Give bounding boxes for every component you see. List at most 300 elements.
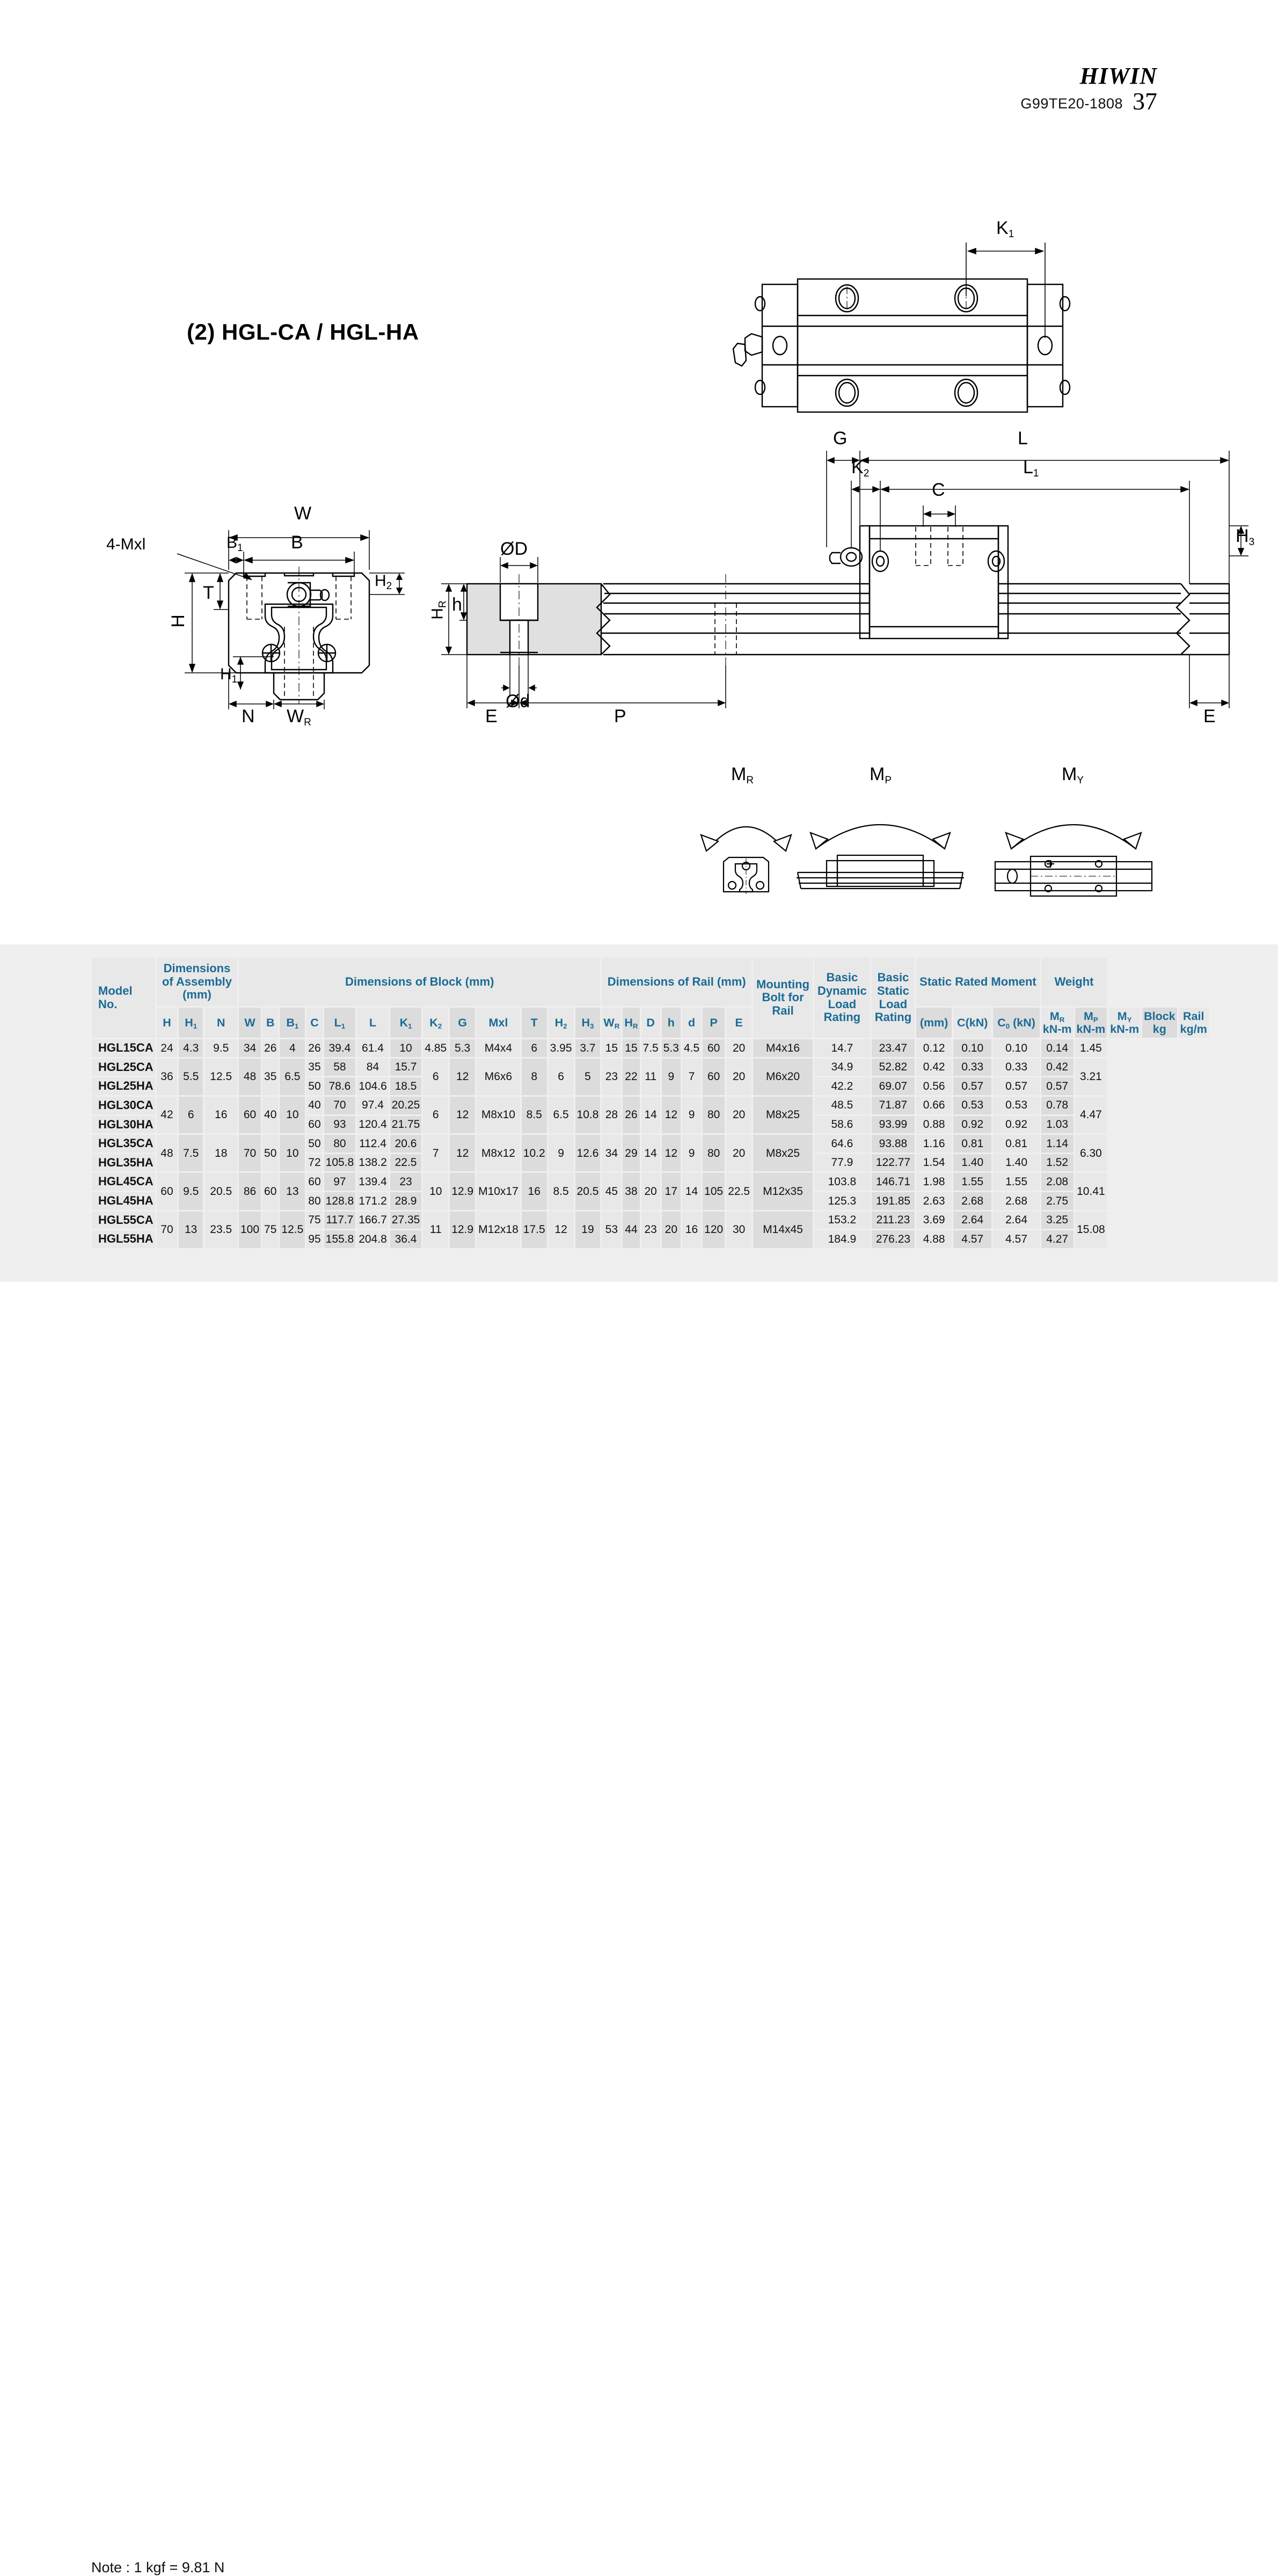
table-cell-Rail_kgm: 15.08 (1075, 1212, 1107, 1248)
table-cell-HR: 29 (623, 1135, 639, 1171)
label-w: W (294, 503, 312, 524)
table-cell-T: 10.2 (522, 1135, 547, 1171)
table-cell-model: HGL15CA (92, 1039, 155, 1057)
table-cell-C: 35 (306, 1059, 322, 1076)
table-cell-K1: 27.35 (390, 1212, 422, 1229)
table-cell-E: 20 (726, 1135, 751, 1171)
table-cell-Mxl: M10x17 (477, 1173, 520, 1209)
label-n: N (242, 706, 255, 726)
table-cell-C_kN: 58.6 (814, 1116, 870, 1134)
table-cell-K2: 7 (423, 1135, 448, 1171)
table-cell-MY: 1.55 (993, 1173, 1039, 1191)
table-cell-Rail_kgm: 1.45 (1075, 1039, 1107, 1057)
table-cell-H2: 8.5 (549, 1173, 574, 1209)
doc-code-row (1020, 87, 1157, 115)
table-cell-MY: 2.68 (993, 1192, 1039, 1210)
table-cell-C0_kN: 71.87 (872, 1097, 915, 1114)
table-cell-Block_kg: 2.75 (1041, 1192, 1073, 1210)
table-cell-C_kN: 77.9 (814, 1154, 870, 1172)
table-cell-WR: 45 (602, 1173, 621, 1209)
table-cell-HR: 26 (623, 1097, 639, 1133)
table-cell-H2: 6.5 (549, 1097, 574, 1133)
table-cell-C0_kN: 122.77 (872, 1154, 915, 1172)
table-cell-model: HGL45CA (92, 1173, 155, 1191)
table-cell-C0_kN: 276.23 (872, 1230, 915, 1248)
table-cell-WR: 28 (602, 1097, 621, 1133)
table-cell-L1: 155.8 (324, 1230, 356, 1248)
table-cell-Block_kg: 3.25 (1041, 1212, 1073, 1229)
table-cell-W: 48 (239, 1059, 261, 1095)
table-cell-Rail_kgm: 3.21 (1075, 1059, 1107, 1095)
table-cell-W: 60 (239, 1097, 261, 1133)
table-cell-C: 60 (306, 1173, 322, 1191)
table-cell-C_kN: 184.9 (814, 1230, 870, 1248)
table-head (92, 958, 1209, 1038)
table-cell-B1: 10 (280, 1097, 305, 1133)
table-cell-MP: 2.68 (953, 1192, 991, 1210)
table-cell-T: 16 (522, 1173, 547, 1209)
table-cell-B1: 6.5 (280, 1059, 305, 1095)
table-cell-BoltMM: M8x25 (753, 1135, 813, 1171)
subheader-B: B (262, 1008, 278, 1038)
table-cell-D: 23 (641, 1212, 660, 1248)
table-cell-C_kN: 14.7 (814, 1039, 870, 1057)
table-cell-MP: 0.53 (953, 1097, 991, 1114)
table-cell-H: 70 (157, 1212, 177, 1248)
subheader-L1: $L_1$ (324, 1008, 356, 1038)
table-cell-MY: 0.92 (993, 1116, 1039, 1134)
moment-diagram-my (993, 764, 1154, 896)
header-model-no: Model No. (92, 958, 155, 1038)
moment-diagram-mr (692, 764, 800, 896)
specification-table (90, 956, 1210, 1250)
table-cell-Block_kg: 0.57 (1041, 1077, 1073, 1095)
subheader-N: N (205, 1008, 237, 1038)
table-cell-C0_kN: 93.99 (872, 1116, 915, 1134)
table-cell-P: 80 (703, 1135, 725, 1171)
table-header-sub-row (92, 1008, 1209, 1038)
table-cell-MR: 1.16 (916, 1135, 952, 1153)
table-cell-h: 12 (662, 1097, 681, 1133)
table-cell-d: 9 (682, 1135, 701, 1171)
table-cell-Block_kg: 0.14 (1041, 1039, 1073, 1057)
table-cell-B: 26 (262, 1039, 278, 1057)
table-cell-C0_kN: 69.07 (872, 1077, 915, 1095)
table-cell-Mxl: M4x4 (477, 1039, 520, 1057)
table-cell-BoltMM: M4x16 (753, 1039, 813, 1057)
subheader-C-kN: C(kN) (953, 1008, 991, 1038)
table-cell-B: 50 (262, 1135, 278, 1171)
subheader-H2: $H_2$ (549, 1008, 574, 1038)
table-header-group-row (92, 958, 1209, 1006)
moment-diagram-mp (794, 764, 966, 896)
table-cell-HR: 38 (623, 1173, 639, 1209)
table-cell-Block_kg: 2.08 (1041, 1173, 1073, 1191)
table-cell-L1: 128.8 (324, 1192, 356, 1210)
table-cell-W: 86 (239, 1173, 261, 1209)
table-cell-L: 138.2 (357, 1154, 389, 1172)
table-cell-MR: 0.42 (916, 1059, 952, 1076)
table-cell-N: 16 (205, 1097, 237, 1133)
table-cell-K1: 28.9 (390, 1192, 422, 1210)
table-cell-BoltMM: M8x25 (753, 1097, 813, 1133)
table-cell-Block_kg: 4.27 (1041, 1230, 1073, 1248)
table-cell-C: 50 (306, 1077, 322, 1095)
table-cell-Mxl: M8x12 (477, 1135, 520, 1171)
subheader-P: P (703, 1008, 725, 1038)
label-k1-top: $K_1$ (996, 218, 1014, 240)
table-cell-H: 48 (157, 1135, 177, 1171)
table-cell-BoltMM: M12x35 (753, 1173, 813, 1209)
table-cell-Block_kg: 0.78 (1041, 1097, 1073, 1114)
table-cell-BoltMM: M14x45 (753, 1212, 813, 1248)
table-cell-MY: 0.10 (993, 1039, 1039, 1057)
table-cell-H: 36 (157, 1059, 177, 1095)
table-cell-C: 50 (306, 1135, 322, 1153)
table-cell-model: HGL35HA (92, 1154, 155, 1172)
document-code: G99TE20-1808 (1020, 96, 1123, 112)
table-cell-K1: 10 (390, 1039, 422, 1057)
header-weight: Weight (1041, 958, 1107, 1006)
table-cell-MP: 0.92 (953, 1116, 991, 1134)
label-lowercase-h: h (452, 595, 462, 615)
table-cell-T: 8 (522, 1059, 547, 1095)
table-cell-P: 60 (703, 1059, 725, 1095)
table-cell-N: 18 (205, 1135, 237, 1171)
table-cell-model: HGL55CA (92, 1212, 155, 1229)
table-row (92, 1212, 1209, 1229)
table-cell-H2: 6 (549, 1059, 574, 1095)
table-row (92, 1097, 1209, 1114)
label-g: G (833, 428, 848, 449)
table-cell-H1: 5.5 (179, 1059, 203, 1095)
top-plan-view-drawing (741, 218, 1084, 429)
table-cell-B: 40 (262, 1097, 278, 1133)
table-cell-L1: 93 (324, 1116, 356, 1134)
table-cell-K2: 6 (423, 1097, 448, 1133)
table-cell-H2: 9 (549, 1135, 574, 1171)
table-cell-MP: 1.40 (953, 1154, 991, 1172)
subheader-L: L (357, 1008, 389, 1038)
subheader-H: H (157, 1008, 177, 1038)
table-cell-C_kN: 42.2 (814, 1077, 870, 1095)
table-cell-MY: 0.57 (993, 1077, 1039, 1095)
table-cell-K1: 20.6 (390, 1135, 422, 1153)
side-longitudinal-view-drawing (428, 428, 1255, 726)
table-cell-C0_kN: 93.88 (872, 1135, 915, 1153)
subheader-MR: $M_R$ kN-m (1041, 1008, 1073, 1038)
table-row (92, 1135, 1209, 1153)
subheader-WR: $W_R$ (602, 1008, 621, 1038)
table-cell-L1: 105.8 (324, 1154, 356, 1172)
subheader-D: D (641, 1008, 660, 1038)
table-cell-H: 42 (157, 1097, 177, 1133)
table-cell-B1: 12.5 (280, 1212, 305, 1248)
label-p: P (614, 706, 626, 726)
table-cell-C_kN: 48.5 (814, 1097, 870, 1114)
table-cell-L: 61.4 (357, 1039, 389, 1057)
table-cell-E: 20 (726, 1059, 751, 1095)
label-h: H (167, 614, 188, 628)
table-cell-H1: 13 (179, 1212, 203, 1248)
header-dimensions-rail: Dimensions of Rail (mm) (602, 958, 751, 1006)
table-cell-Block_kg: 1.14 (1041, 1135, 1073, 1153)
table-cell-L: 84 (357, 1059, 389, 1076)
table-cell-MP: 0.81 (953, 1135, 991, 1153)
table-cell-L: 171.2 (357, 1192, 389, 1210)
table-cell-h: 17 (662, 1173, 681, 1209)
table-cell-MR: 4.88 (916, 1230, 952, 1248)
label-4mxl: 4-Mxl (106, 535, 146, 553)
table-cell-C: 75 (306, 1212, 322, 1229)
label-l: L (1018, 428, 1028, 449)
table-cell-L: 112.4 (357, 1135, 389, 1153)
subheader-bolt-unit: (mm) (916, 1008, 952, 1038)
table-cell-C0_kN: 191.85 (872, 1192, 915, 1210)
subheader-H3: $H_3$ (575, 1008, 601, 1038)
table-cell-H3: 10.8 (575, 1097, 601, 1133)
table-cell-H2: 12 (549, 1212, 574, 1248)
table-cell-W: 70 (239, 1135, 261, 1171)
table-cell-C_kN: 64.6 (814, 1135, 870, 1153)
table-cell-L: 97.4 (357, 1097, 389, 1114)
label-mr: $M_R$ (731, 764, 754, 787)
table-cell-C0_kN: 146.71 (872, 1173, 915, 1191)
table-cell-d: 9 (682, 1097, 701, 1133)
table-cell-MR: 3.69 (916, 1212, 952, 1229)
label-k2: $K_2$ (851, 457, 870, 480)
table-cell-H3: 3.7 (575, 1039, 601, 1057)
subheader-rail-kgm: Rail kg/m (1179, 1008, 1209, 1038)
table-cell-Rail_kgm: 6.30 (1075, 1135, 1107, 1171)
table-cell-K2: 4.85 (423, 1039, 448, 1057)
subheader-C: C (306, 1008, 322, 1038)
label-mp: $M_P$ (870, 764, 892, 787)
label-wr: $W_R$ (287, 706, 311, 729)
front-section-view-drawing (106, 503, 439, 729)
table-cell-D: 14 (641, 1097, 660, 1133)
table-cell-C_kN: 125.3 (814, 1192, 870, 1210)
table-row (92, 1173, 1209, 1191)
header-basic-static: Basic Static Load Rating (872, 958, 915, 1038)
label-small-d: Ød (506, 691, 530, 711)
table-cell-D: 14 (641, 1135, 660, 1171)
table-cell-L: 139.4 (357, 1173, 389, 1191)
table-cell-HR: 44 (623, 1212, 639, 1248)
table-cell-K2: 10 (423, 1173, 448, 1209)
table-row (92, 1039, 1209, 1057)
label-c: C (932, 480, 945, 500)
table-cell-N: 9.5 (205, 1039, 237, 1057)
table-cell-B1: 13 (280, 1173, 305, 1209)
table-cell-MY: 2.64 (993, 1212, 1039, 1229)
table-cell-MR: 0.66 (916, 1097, 952, 1114)
table-cell-BoltMM: M6x20 (753, 1059, 813, 1095)
table-cell-model: HGL30HA (92, 1116, 155, 1134)
header-mounting-bolt: Mounting Bolt for Rail (753, 958, 813, 1038)
table-cell-D: 11 (641, 1059, 660, 1095)
table-cell-model: HGL55HA (92, 1230, 155, 1248)
table-cell-N: 23.5 (205, 1212, 237, 1248)
table-cell-P: 120 (703, 1212, 725, 1248)
table-cell-H3: 12.6 (575, 1135, 601, 1171)
table-cell-E: 20 (726, 1039, 751, 1057)
table-cell-d: 14 (682, 1173, 701, 1209)
table-cell-C0_kN: 211.23 (872, 1212, 915, 1229)
table-cell-WR: 23 (602, 1059, 621, 1095)
table-cell-h: 9 (662, 1059, 681, 1095)
table-cell-H: 24 (157, 1039, 177, 1057)
table-cell-P: 105 (703, 1173, 725, 1209)
table-cell-MP: 0.57 (953, 1077, 991, 1095)
table-cell-MR: 0.56 (916, 1077, 952, 1095)
table-cell-WR: 34 (602, 1135, 621, 1171)
table-cell-C_kN: 103.8 (814, 1173, 870, 1191)
table-cell-C: 95 (306, 1230, 322, 1248)
subheader-G: G (450, 1008, 475, 1038)
table-cell-MP: 0.33 (953, 1059, 991, 1076)
table-cell-MR: 2.63 (916, 1192, 952, 1210)
table-cell-E: 20 (726, 1097, 751, 1133)
table-cell-K1: 20.25 (390, 1097, 422, 1114)
table-cell-C: 60 (306, 1116, 322, 1134)
table-cell-Block_kg: 1.03 (1041, 1116, 1073, 1134)
subheader-H1: $H_1$ (179, 1008, 203, 1038)
table-row (92, 1059, 1209, 1076)
table-cell-N: 12.5 (205, 1059, 237, 1095)
table-cell-E: 22.5 (726, 1173, 751, 1209)
table-cell-G: 12 (450, 1097, 475, 1133)
table-cell-WR: 15 (602, 1039, 621, 1057)
subheader-d: d (682, 1008, 701, 1038)
table-cell-L1: 97 (324, 1173, 356, 1191)
table-cell-C_kN: 153.2 (814, 1212, 870, 1229)
table-cell-MP: 0.10 (953, 1039, 991, 1057)
table-cell-C: 72 (306, 1154, 322, 1172)
table-cell-Mxl: M8x10 (477, 1097, 520, 1133)
table-cell-G: 12 (450, 1135, 475, 1171)
subheader-HR: $H_R$ (623, 1008, 639, 1038)
subheader-MP: $M_P$ kN-m (1075, 1008, 1107, 1038)
table-cell-L: 104.6 (357, 1077, 389, 1095)
subheader-h: h (662, 1008, 681, 1038)
table-cell-MP: 1.55 (953, 1173, 991, 1191)
table-cell-G: 12.9 (450, 1212, 475, 1248)
table-cell-model: HGL25HA (92, 1077, 155, 1095)
table-cell-H1: 9.5 (179, 1173, 203, 1209)
section-title: (2) HGL-CA / HGL-HA (187, 319, 419, 344)
table-cell-B: 60 (262, 1173, 278, 1209)
table-cell-C0_kN: 23.47 (872, 1039, 915, 1057)
table-cell-G: 5.3 (450, 1039, 475, 1057)
header-dimensions-block: Dimensions of Block (mm) (239, 958, 600, 1006)
label-b1: $B_1$ (227, 534, 243, 554)
table-cell-MY: 0.81 (993, 1135, 1039, 1153)
subheader-W: W (239, 1008, 261, 1038)
table-cell-H1: 6 (179, 1097, 203, 1133)
subheader-B1: $B_1$ (280, 1008, 305, 1038)
table-cell-P: 60 (703, 1039, 725, 1057)
table-cell-K1: 23 (390, 1173, 422, 1191)
table-cell-W: 100 (239, 1212, 261, 1248)
table-cell-W: 34 (239, 1039, 261, 1057)
table-cell-L: 120.4 (357, 1116, 389, 1134)
table-cell-K1: 36.4 (390, 1230, 422, 1248)
label-l1: $L_1$ (1023, 457, 1039, 480)
label-e-left: E (485, 706, 498, 726)
table-cell-MP: 2.64 (953, 1212, 991, 1229)
table-cell-Rail_kgm: 4.47 (1075, 1097, 1107, 1133)
table-note: Note : 1 kgf = 9.81 N (91, 2559, 225, 2575)
specification-table-section (0, 944, 1278, 2575)
table-cell-L1: 70 (324, 1097, 356, 1114)
table-cell-B: 35 (262, 1059, 278, 1095)
table-cell-L1: 80 (324, 1135, 356, 1153)
table-cell-model: HGL35CA (92, 1135, 155, 1153)
table-cell-D: 7.5 (641, 1039, 660, 1057)
table-cell-D: 20 (641, 1173, 660, 1209)
table-cell-WR: 53 (602, 1212, 621, 1248)
table-cell-L: 204.8 (357, 1230, 389, 1248)
technical-drawings (0, 218, 1278, 939)
table-cell-MR: 1.54 (916, 1154, 952, 1172)
table-cell-C: 26 (306, 1039, 322, 1057)
header-static-moment: Static Rated Moment (916, 958, 1040, 1006)
table-cell-L1: 58 (324, 1059, 356, 1076)
table-cell-H1: 4.3 (179, 1039, 203, 1057)
header-basic-dynamic: Basic Dynamic Load Rating (814, 958, 870, 1038)
table-cell-G: 12 (450, 1059, 475, 1095)
table-cell-model: HGL45HA (92, 1192, 155, 1210)
table-cell-N: 20.5 (205, 1173, 237, 1209)
page-header (1020, 63, 1157, 115)
table-cell-d: 16 (682, 1212, 701, 1248)
table-cell-H3: 20.5 (575, 1173, 601, 1209)
subheader-MY: $M_Y$ kN-m (1108, 1008, 1141, 1038)
table-cell-E: 30 (726, 1212, 751, 1248)
table-cell-H1: 7.5 (179, 1135, 203, 1171)
table-cell-MY: 1.40 (993, 1154, 1039, 1172)
table-cell-d: 4.5 (682, 1039, 701, 1057)
table-cell-K1: 18.5 (390, 1077, 422, 1095)
table-cell-MR: 0.12 (916, 1039, 952, 1057)
table-cell-d: 7 (682, 1059, 701, 1095)
table-cell-H2: 3.95 (549, 1039, 574, 1057)
table-cell-K1: 21.75 (390, 1116, 422, 1134)
label-t: T (203, 583, 214, 603)
table-cell-Rail_kgm: 10.41 (1075, 1173, 1107, 1209)
brand-logo: HIWIN (1079, 63, 1157, 89)
table-cell-MY: 0.33 (993, 1059, 1039, 1076)
table-cell-Mxl: M6x6 (477, 1059, 520, 1095)
table-cell-MR: 0.88 (916, 1116, 952, 1134)
label-hr: $H_R$ (428, 600, 449, 620)
table-cell-L1: 78.6 (324, 1077, 356, 1095)
label-my: $M_Y$ (1062, 764, 1084, 787)
subheader-Mxl: Mxl (477, 1008, 520, 1038)
table-cell-K2: 6 (423, 1059, 448, 1095)
table-cell-H3: 19 (575, 1212, 601, 1248)
table-cell-K2: 11 (423, 1212, 448, 1248)
table-cell-HR: 15 (623, 1039, 639, 1057)
table-cell-B1: 10 (280, 1135, 305, 1171)
label-h3: $H_3$ (1236, 526, 1255, 548)
label-e-right: E (1203, 706, 1216, 726)
table-cell-MY: 0.53 (993, 1097, 1039, 1114)
table-cell-C: 80 (306, 1192, 322, 1210)
table-cell-model: HGL25CA (92, 1059, 155, 1076)
table-cell-MP: 4.57 (953, 1230, 991, 1248)
